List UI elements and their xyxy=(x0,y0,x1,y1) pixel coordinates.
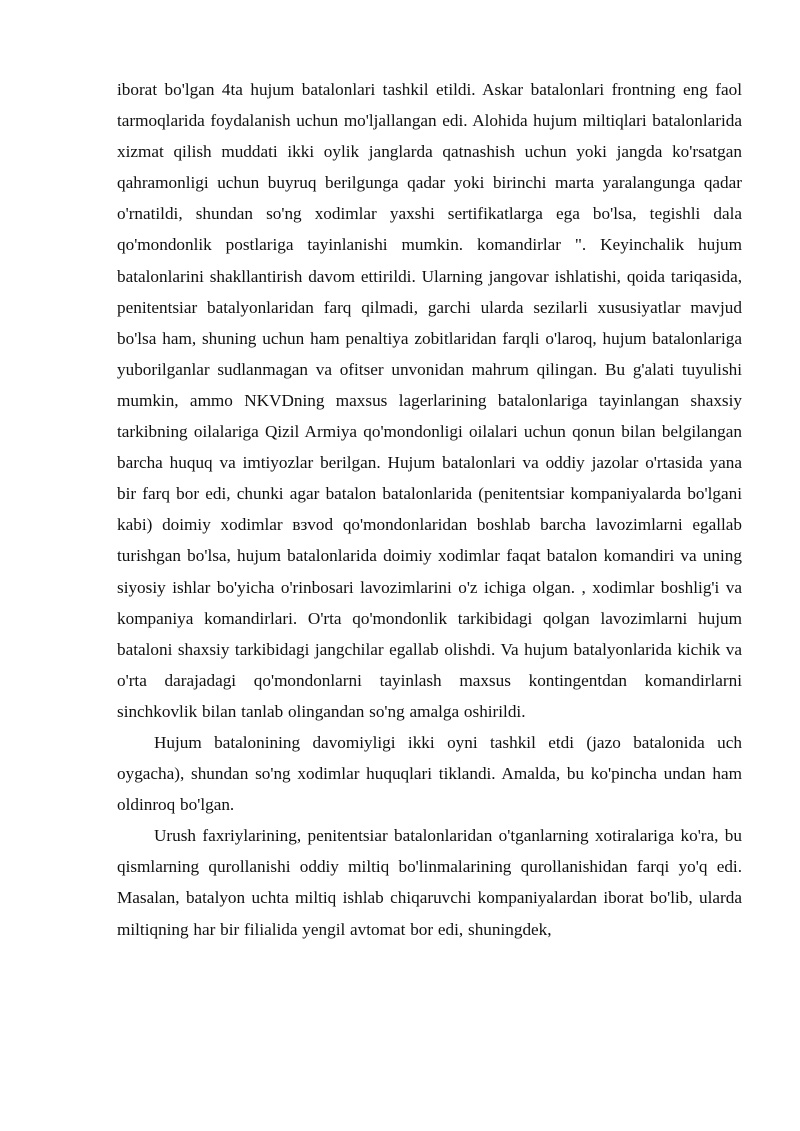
body-text xyxy=(117,74,742,945)
paragraph-3: Urush faxriylarining, penitentsiar batalonlaridan o'tganlarning xotiralariga ko'ra, bu qismlarning qurollanishi oddiy miltiq bo'linmalarining qurollanishidan farqi yo'q edi. Masalan, batalyon uchta miltiq ishlab chiqaruvchi kompaniyalardan iborat bo'lib, ularda miltiqning har bir filialida yengil avtomat bor edi, shuningdek, xyxy=(117,826,742,939)
paragraph-1: iborat bo'lgan 4ta hujum batalonlari tashkil etildi. Askar batalonlari frontning eng faol tarmoqlarida foydalanish uchun mo'ljallangan edi. Alohida hujum miltiqlari batalonlarida xizmat qilish muddati ikki oylik janglarda qatnashish uchun yoki jangda ko'rsatgan qahramonligi uchun buyruq berilgunga qadar yoki birinchi marta yaralangunga qadar o'rnatildi, shundan so'ng xodimlar yaxshi sertifikatlarga ega bo'lsa, tegishli dala qo'mondonlik postlariga tayinlanishi mumkin. komandirlar ". Keyinchalik hujum batalonlarini shakllantirish davom ettirildi. Ularning jangovar ishlatishi, qoida tariqasida, penitentsiar batalyonlaridan farq qilmadi, garchi ularda sezilarli xususiyatlar mavjud bo'lsa ham, shuning uchun ham penaltiya zobitlaridan farqli o'laroq, hujum batalonlariga yuborilganlar sudlanmagan va ofitser unvonidan mahrum qilingan. Bu g'alati tuyulishi mumkin, ammo NKVDning maxsus lagerlarining batalonlariga tayinlangan shaxsiy tarkibning oilalariga Qizil Armiya qo'mondonligi oilalari uchun qonun bilan belgilangan barcha huquq va imtiyozlar berilgan. Hujum batalonlari va oddiy jazolar o'rtasida yana bir farq bor edi, chunki agar batalon batalonlarida (penitentsiar kompaniyalarda bo'lgani kabi) doimiy xodimlar взvod qo'mondonlaridan boshlab barcha lavozimlarni egallab turishgan bo'lsa, hujum batalonlarida doimiy xodimlar faqat batalon komandiri va uning siyosiy ishlar bo'yicha o'rinbosari lavozimlarini o'z ichiga olgan. , xodimlar boshlig'i va kompaniya komandirlari. O'rta qo'mondonlik tarkibidagi qolgan lavozimlarni hujum bataloni shaxsiy tarkibidagi jangchilar egallab olishdi. Va hujum batalyonlarida kichik va o'rta darajadagi qo'mondonlarni tayinlash maxsus kontingentdan komandirlarni sinchkovlik bilan tanlab olingandan so'ng amalga oshirildi. xyxy=(117,80,742,721)
paragraph-2: Hujum batalonining davomiyligi ikki oyni tashkil etdi (jazo batalonida uch oygacha), shundan so'ng xodimlar huquqlari tiklandi. Amalda, bu ko'pincha undan ham oldinroq bo'lgan. xyxy=(117,732,742,815)
